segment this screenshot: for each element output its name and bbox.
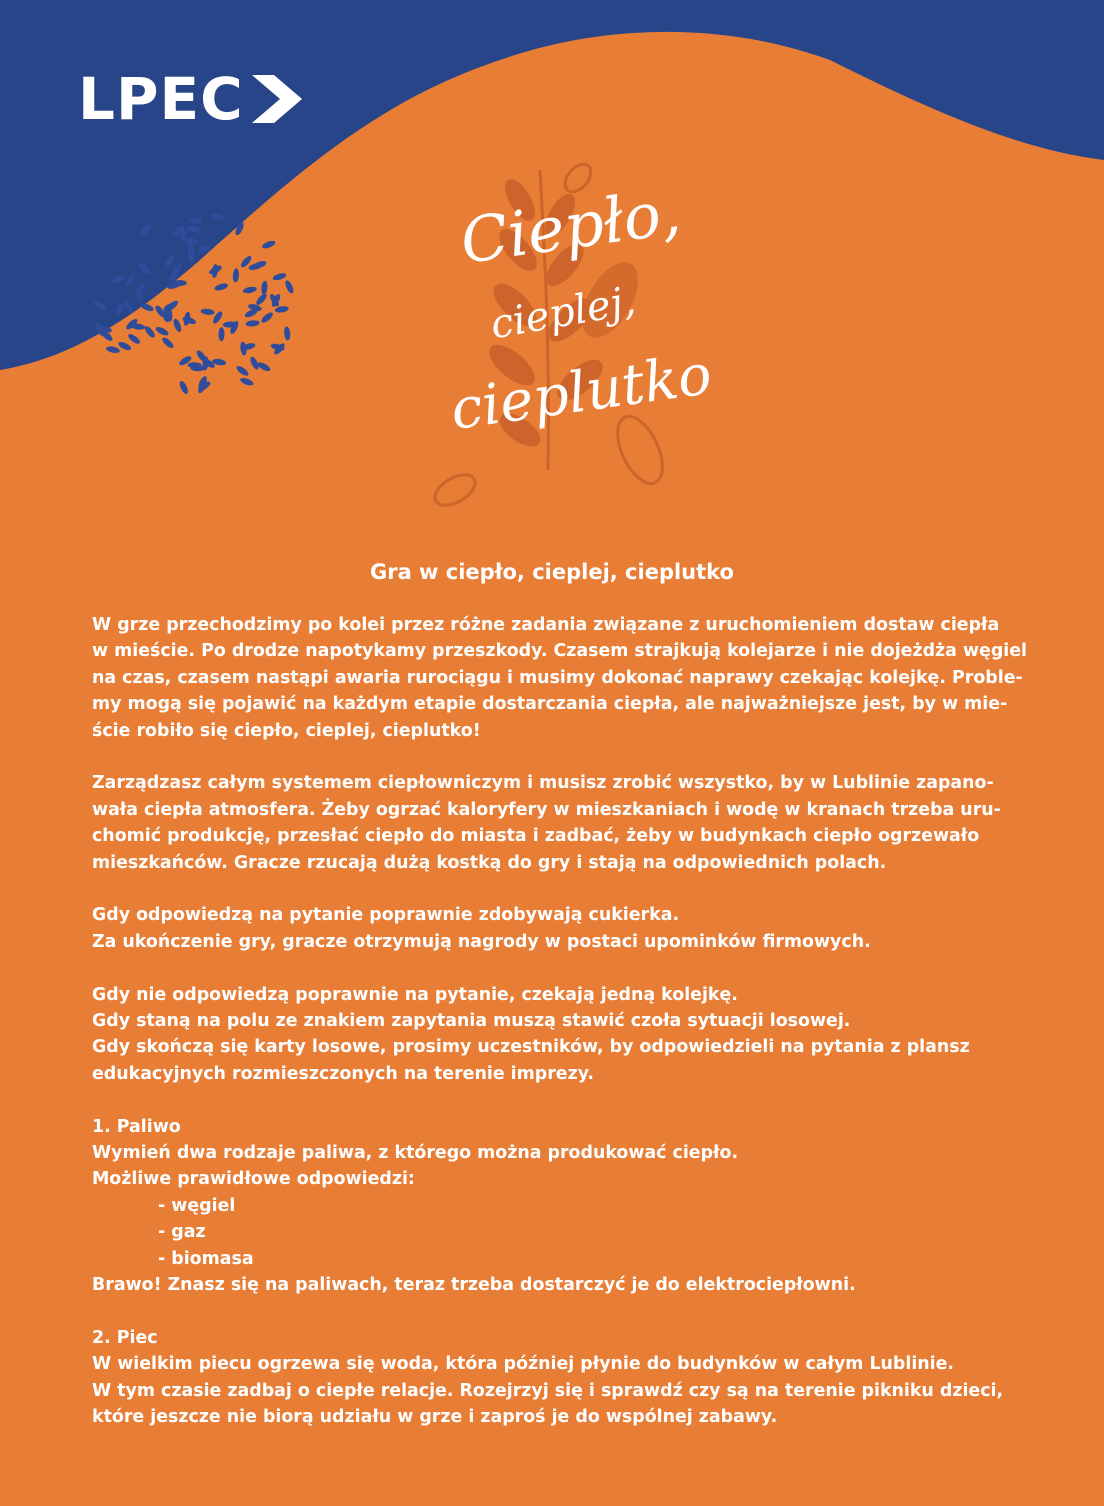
text-line: na czas, czasem nastąpi awaria rurociągu i musimy dokonać naprawy czekając kolejkę. Proble-	[92, 667, 1023, 688]
lpec-logo	[78, 65, 304, 133]
text-line: w mieście. Po drodze napotykamy przeszkody. Czasem strajkują kolejarze i nie dojeżdża węgiel	[92, 641, 1027, 662]
dot	[161, 336, 175, 350]
paragraph-rules	[92, 982, 1022, 1088]
text-line: Zarządzasz całym systemem ciepłowniczym i musisz zrobić wszystko, by w Lublinie zapano-	[92, 773, 994, 794]
text-line: Gdy staną na polu ze znakiem zapytania muszą stawić czoła sytuacji losowej.	[92, 1011, 851, 1032]
dot	[255, 292, 269, 306]
text-line: które jeszcze nie biorą udziału w grze i zaproś je do wspólnej zabawy.	[92, 1407, 778, 1428]
dot	[245, 320, 260, 327]
dot	[127, 332, 142, 345]
dot	[178, 380, 189, 395]
text-line: Gdy skończą się karty losowe, prosimy uczestników, by odpowiedzieli na pytania z plansz	[92, 1037, 970, 1058]
paragraph-rewards	[92, 902, 1022, 955]
text-line: wała ciepła atmosfera. Żeby ogrzać kaloryfery w mieszkaniach i wodę w kranach trzeba uru-	[92, 799, 1001, 820]
dot	[242, 286, 257, 295]
dot	[284, 326, 291, 340]
dot	[232, 268, 239, 282]
script-title-line1: Ciepło,	[455, 174, 685, 279]
script-title-line3: cieplutko	[446, 342, 716, 443]
dot	[239, 376, 254, 387]
text-line: W grze przechodzimy po kolei przez różne zadania związane z uruchomieniem dostaw ciepła	[92, 615, 1000, 635]
closing-text: Brawo! Znasz się na paliwach, teraz trzeba dostarczyć je do elektrociepłowni.	[92, 1275, 856, 1296]
dot	[219, 327, 225, 341]
dot	[155, 325, 170, 337]
text-line: edukacyjnych rozmieszczonych na terenie imprezy.	[92, 1063, 595, 1084]
section-piec	[92, 1325, 1022, 1431]
text-line: Gdy nie odpowiedzą poprawnie na pytanie, czekają jedną kolejkę.	[92, 984, 738, 1005]
text-line: my mogą się pojawić na każdym etapie dostarczania ciepła, ale najważniejsze jest, by w mie-	[92, 694, 1008, 715]
body-text	[92, 612, 1027, 1457]
dot	[214, 282, 229, 292]
dot	[274, 305, 289, 313]
paragraph-system	[92, 770, 1022, 876]
dot	[172, 318, 183, 333]
dot	[200, 308, 215, 316]
dot	[261, 281, 268, 296]
script-title	[420, 170, 716, 500]
dot	[143, 325, 156, 340]
section-title: 1. Paliwo	[92, 1116, 181, 1137]
answer-item: - gaz	[158, 1222, 206, 1243]
text-line: ście robiło się ciepło, cieplej, cieplutko!	[92, 720, 481, 741]
answers-label: Możliwe prawidłowe odpowiedzi:	[92, 1169, 415, 1190]
chevron-right-icon	[248, 73, 304, 125]
question-text: Wymień dwa rodzaje paliwa, z którego można produkować ciepło.	[92, 1143, 739, 1164]
answer-item: - węgiel	[158, 1195, 236, 1216]
dot	[183, 311, 192, 326]
dot	[256, 361, 271, 373]
text-line: W wielkim piecu ogrzewa się woda, która później płynie do budynków w całym Lublinie.	[92, 1354, 955, 1375]
script-title-line2: cieplej,	[487, 277, 639, 349]
text-line: mieszkańców. Gracze rzucają dużą kostką do gry i stają na odpowiednich polach.	[92, 852, 887, 873]
text-line: W tym czasie zadbaj o ciepłe relacje. Rozejrzyj się i sprawdź czy są na terenie pikniku dzieci,	[92, 1380, 1004, 1401]
section-title: 2. Piec	[92, 1327, 158, 1348]
dot	[284, 279, 295, 294]
page-heading: Gra w ciepło, cieplej, cieplutko	[369, 560, 734, 584]
paragraph-intro	[92, 612, 1027, 744]
dot	[235, 364, 250, 377]
logo-text: LPEC	[78, 65, 244, 133]
answer-item: - biomasa	[158, 1248, 254, 1269]
section-paliwo	[92, 1114, 1022, 1299]
text-line: Za ukończenie gry, gracze otrzymują nagrody w postaci upominków firmowych.	[92, 931, 871, 952]
dot	[260, 311, 275, 325]
dot	[188, 218, 202, 224]
text-line: Gdy odpowiedzą na pytanie poprawnie zdobywają cukierka.	[92, 905, 680, 926]
dot	[261, 239, 276, 250]
text-line: chomić produkcję, przesłać ciepło do miasta i zadbać, żeby w budynkach ciepło ogrzewało	[92, 826, 980, 847]
dot	[106, 345, 121, 354]
dot	[272, 272, 287, 282]
